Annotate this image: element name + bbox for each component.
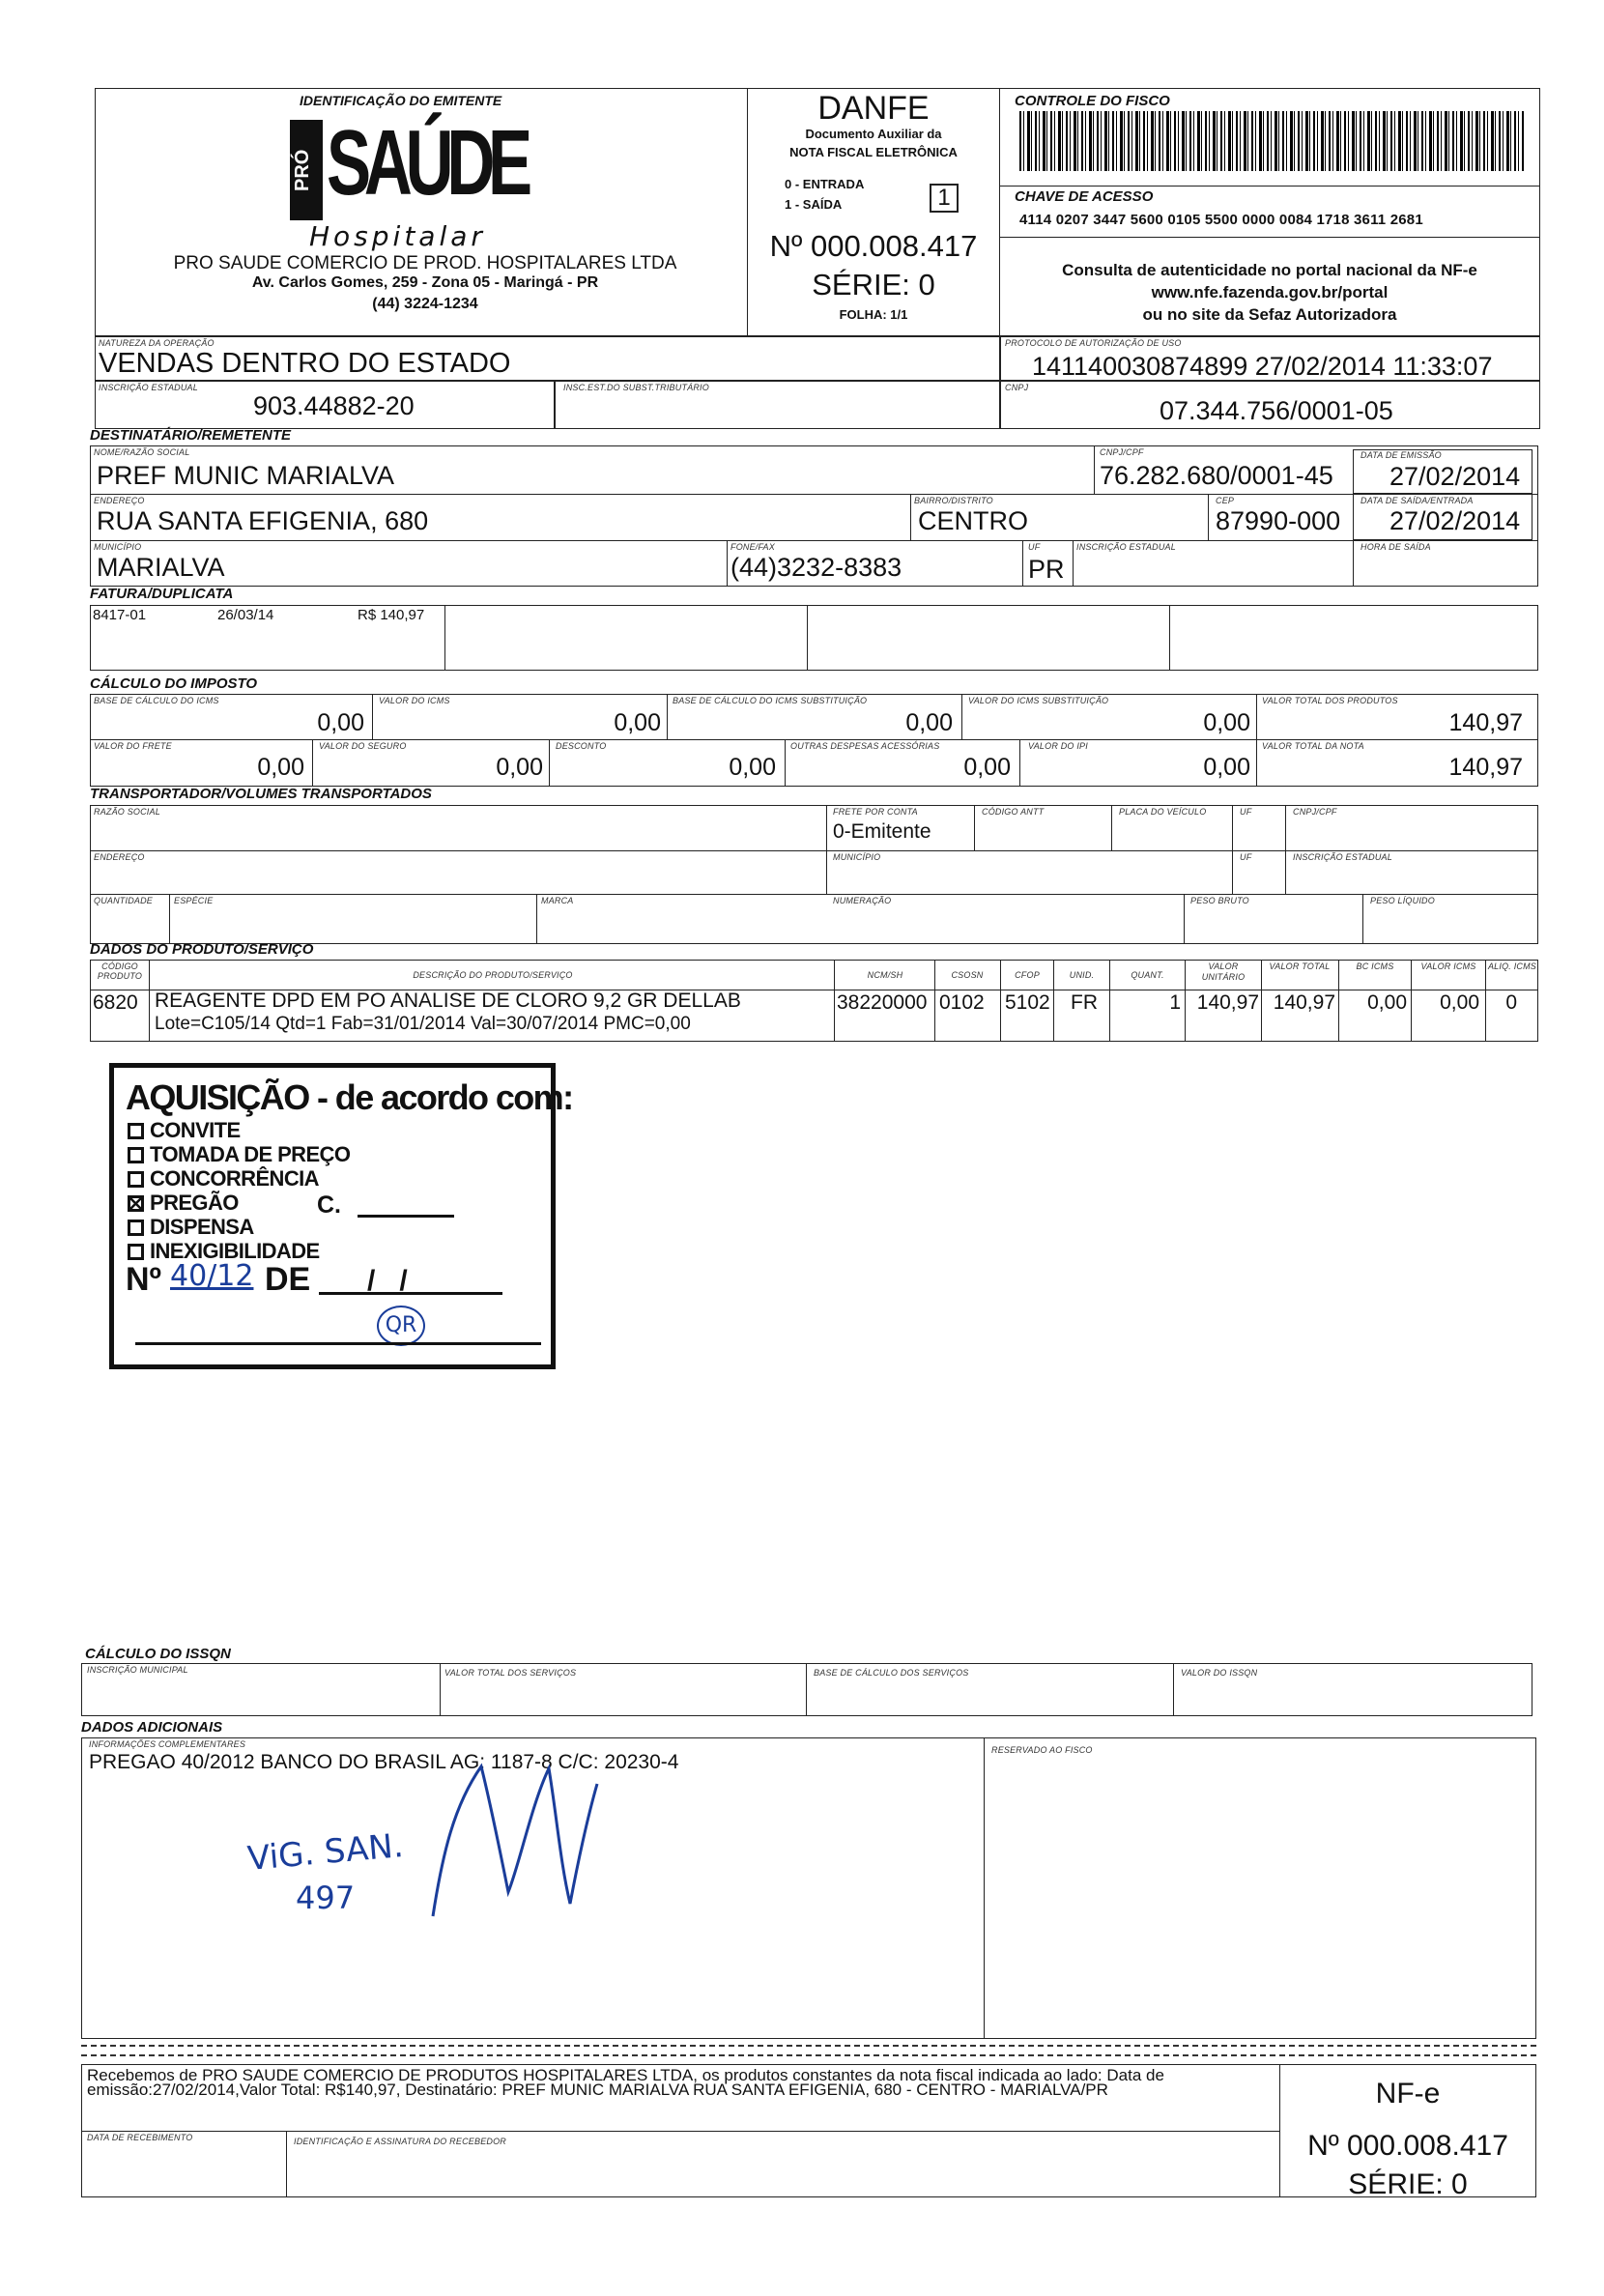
divider <box>727 540 728 587</box>
divider <box>169 894 170 944</box>
recipient-name-label: NOME/RAZÃO SOCIAL <box>94 447 190 457</box>
insurance-label: VALOR DO SEGURO <box>319 741 407 751</box>
signature-icon <box>415 1747 618 1931</box>
protocol-value: 141140030874899 27/02/2014 11:33:07 <box>1032 352 1493 381</box>
freight-by-value: 0-Emitente <box>833 820 931 843</box>
carrier-name-label: RAZÃO SOCIAL <box>94 807 160 817</box>
transport-cnpj-label: CNPJ/CPF <box>1293 807 1337 817</box>
recipient-address-label: ENDEREÇO <box>94 496 145 505</box>
freight-label: VALOR DO FRETE <box>94 741 172 751</box>
recipient-name-value: PREF MUNIC MARIALVA <box>97 461 395 490</box>
freight-value: 0,00 <box>257 754 304 781</box>
cell-cfop: 5102 <box>1005 991 1050 1014</box>
col-icms-header: VALOR ICMS <box>1420 961 1476 971</box>
danfe-entrada: 0 - ENTRADA <box>785 177 865 191</box>
cnpj-value: 07.344.756/0001-05 <box>1160 396 1393 425</box>
danfe-folha: FOLHA: 1/1 <box>839 307 908 322</box>
acquisition-stamp <box>109 1063 573 1369</box>
cep-value: 87990-000 <box>1216 506 1341 535</box>
cell-aliq: 0 <box>1505 991 1517 1014</box>
danfe-serie: SÉRIE: 0 <box>812 268 935 301</box>
checkbox-icon[interactable] <box>128 1220 144 1236</box>
phone-label: FONE/FAX <box>730 542 775 552</box>
emitter-section-label: IDENTIFICAÇÃO DO EMITENTE <box>300 93 502 108</box>
exit-date-value: 27/02/2014 <box>1389 506 1521 535</box>
tax-section-label: CÁLCULO DO IMPOSTO <box>90 675 258 692</box>
option-label: INEXIGIBILIDADE <box>150 1239 320 1263</box>
reserved-label: RESERVADO AO FISCO <box>991 1745 1093 1755</box>
quantity-label: QUANTIDADE <box>94 896 154 905</box>
divider <box>1094 445 1095 494</box>
additional-section-label: DADOS ADICIONAIS <box>81 1719 223 1736</box>
receipt-text: Recebemos de PRO SAUDE COMERCIO DE PRODUTOS HOSPITALARES LTDA, os produtos constantes da nota fiscal indicada ao lado: Data de emissão:27/02/2014,Valor Total: R$140,97, Destinatário: PREF MUNIC MARIALVA RUA SANTA EFIGENIA, 680 - CENTRO - MARIALVA/PR <box>87 2066 1164 2099</box>
invoice-number: 8417-01 <box>93 607 147 623</box>
divider <box>149 960 150 1042</box>
option-label: TOMADA DE PREÇO <box>150 1142 351 1166</box>
total-note-label: VALOR TOTAL DA NOTA <box>1262 741 1364 751</box>
option-label: PREGÃO <box>150 1191 239 1215</box>
stamp-title: AQUISIÇÃO - de acordo com: <box>126 1077 573 1117</box>
handwritten-note-1: ViG. SAN. <box>245 1826 406 1879</box>
stamp-c-line <box>358 1215 454 1218</box>
divider <box>1173 1663 1174 1716</box>
col-total-header: VALOR TOTAL <box>1269 961 1331 971</box>
transport-uf-label: UF <box>1240 807 1252 817</box>
transport-frame <box>90 805 1538 944</box>
checkbox-icon[interactable] <box>128 1147 144 1163</box>
cell-qty: 1 <box>1169 991 1181 1014</box>
total-products-label: VALOR TOTAL DOS PRODUTOS <box>1262 696 1398 705</box>
divider <box>90 894 1538 895</box>
divider <box>372 694 373 739</box>
col-unit-value-header: VALOR UNITÁRIO <box>1201 961 1246 982</box>
icms-st-label: VALOR DO ICMS SUBSTITUIÇÃO <box>968 696 1109 705</box>
discount-label: DESCONTO <box>556 741 607 751</box>
emitter-address: Av. Carlos Gomes, 259 - Zona 05 - Maringá - PR <box>251 274 599 291</box>
gross-weight-label: PESO BRUTO <box>1190 896 1249 905</box>
carrier-uf-label: UF <box>1240 852 1252 862</box>
ipi-value: 0,00 <box>1203 754 1250 781</box>
operation-type-box: 1 <box>930 184 959 213</box>
nature-label: NATUREZA DA OPERAÇÃO <box>99 338 215 348</box>
freight-by-label: FRETE POR CONTA <box>833 807 918 817</box>
receipt-number: Nº 000.008.417 <box>1307 2130 1508 2162</box>
divider <box>90 540 1538 541</box>
receipt-nfe: NF-e <box>1375 2078 1441 2109</box>
divider <box>1111 805 1112 850</box>
emitter-name: PRO SAUDE COMERCIO DE PROD. HOSPITALARES LTDA <box>173 253 677 273</box>
access-key-value: 4114 0207 3447 5600 0105 5500 0000 0084 1718 3611 2681 <box>1019 212 1423 228</box>
divider <box>536 894 537 944</box>
bc-st-label: BASE DE CÁLCULO DO ICMS SUBSTITUIÇÃO <box>673 696 868 705</box>
cut-line <box>81 2045 1536 2047</box>
district-value: CENTRO <box>918 506 1028 535</box>
access-key-label: CHAVE DE ACESSO <box>1015 188 1154 205</box>
divider <box>826 805 827 894</box>
divider <box>1256 694 1257 739</box>
cep-label: CEP <box>1216 496 1235 505</box>
stamp-date-line <box>319 1292 502 1295</box>
divider <box>90 494 1538 495</box>
divider <box>312 739 313 787</box>
receipt-serie: SÉRIE: 0 <box>1348 2168 1468 2200</box>
stamp-c-label: C. <box>317 1191 341 1219</box>
divider <box>984 1737 985 2039</box>
col-desc-header: DESCRIÇÃO DO PRODUTO/SERVIÇO <box>413 970 573 980</box>
plate-label: PLACA DO VEÍCULO <box>1119 807 1207 817</box>
divider <box>549 739 550 787</box>
bc-icms-value: 0,00 <box>317 709 364 736</box>
issqn-frame <box>81 1663 1532 1716</box>
col-code-header: CÓDIGO PRODUTO <box>97 961 143 981</box>
divider <box>974 805 975 850</box>
invoice-section-label: FATURA/DUPLICATA <box>90 586 234 602</box>
city-value: MARIALVA <box>97 553 225 582</box>
divider <box>1279 2064 1280 2197</box>
antt-label: CÓDIGO ANTT <box>982 807 1045 817</box>
net-weight-label: PESO LÍQUIDO <box>1370 896 1435 905</box>
divider <box>747 88 748 336</box>
municipal-reg-label: INSCRIÇÃO MUNICIPAL <box>87 1665 188 1675</box>
stamp-number-prefix: Nº <box>126 1261 161 1298</box>
recipient-cnpj-label: CNPJ/CPF <box>1100 447 1144 457</box>
checkbox-icon[interactable] <box>128 1244 144 1260</box>
divider <box>1208 494 1209 540</box>
divider <box>81 2131 1279 2132</box>
col-cfop-header: CFOP <box>1015 970 1040 980</box>
emission-date-value: 27/02/2014 <box>1389 462 1521 491</box>
danfe-number: Nº 000.008.417 <box>769 229 978 263</box>
icms-st-value: 0,00 <box>1203 709 1250 736</box>
recipient-cnpj-value: 76.282.680/0001-45 <box>1100 461 1333 490</box>
info-label: INFORMAÇÕES COMPLEMENTARES <box>89 1739 246 1749</box>
barcode <box>1019 111 1524 171</box>
divider <box>667 694 668 739</box>
option-convite[interactable] <box>128 1118 350 1142</box>
logo-big-text: SAÚDE <box>327 111 526 215</box>
protocol-label: PROTOCOLO DE AUTORIZAÇÃO DE USO <box>1005 338 1182 348</box>
numbering-label: NUMERAÇÃO <box>833 896 892 905</box>
divider <box>910 494 911 540</box>
danfe-title: DANFE <box>817 90 930 127</box>
col-qty-header: QUANT. <box>1131 970 1164 980</box>
consult-line-1: Consulta de autenticidade no portal nacional da NF-e <box>1062 261 1477 279</box>
cell-bc-icms: 0,00 <box>1367 991 1407 1014</box>
carrier-city-label: MUNICÍPIO <box>833 852 881 862</box>
stamp-date-slashes: / / <box>367 1265 408 1297</box>
divider <box>1184 894 1185 944</box>
cell-icms: 0,00 <box>1440 991 1479 1014</box>
consult-line-2: www.nfe.fazenda.gov.br/portal <box>1151 283 1389 301</box>
divider <box>1362 894 1363 944</box>
bc-icms-label: BASE DE CÁLCULO DO ICMS <box>94 696 219 705</box>
uf-value: PR <box>1028 555 1065 584</box>
total-products-value: 140,97 <box>1448 709 1523 736</box>
cell-desc-line-1: REAGENTE DPD EM PO ANALISE DE CLORO 9,2 GR DELLAB <box>155 990 741 1012</box>
divider <box>1232 805 1233 894</box>
divider <box>286 2131 287 2197</box>
ie-st-label: INSC.EST.DO SUBST.TRIBUTÁRIO <box>563 383 709 392</box>
ipi-label: VALOR DO IPI <box>1028 741 1088 751</box>
invoice-due-date: 26/03/14 <box>217 607 274 623</box>
invoice-frame <box>90 605 1538 671</box>
option-label: DISPENSA <box>150 1215 254 1239</box>
recipient-ie-label: INSCRIÇÃO ESTADUAL <box>1076 542 1176 552</box>
col-bc-icms-header: BC ICMS <box>1356 961 1394 971</box>
divider <box>90 850 1538 851</box>
company-logo <box>290 111 541 252</box>
other-expenses-value: 0,00 <box>963 754 1011 781</box>
insurance-value: 0,00 <box>496 754 543 781</box>
recipient-address-value: RUA SANTA EFIGENIA, 680 <box>97 506 429 535</box>
bc-st-value: 0,00 <box>905 709 953 736</box>
divider <box>1022 540 1023 587</box>
cell-unit-value: 140,97 <box>1196 991 1259 1014</box>
uf-label: UF <box>1028 542 1041 552</box>
col-aliq-header: ALIQ. ICMS <box>1487 961 1536 971</box>
checkbox-icon[interactable] <box>128 1123 144 1139</box>
exit-date-label: DATA DE SAÍDA/ENTRADA <box>1361 496 1474 505</box>
divider <box>999 88 1000 336</box>
option-tomada-de-preco[interactable] <box>128 1142 350 1166</box>
cell-unit: FR <box>1071 991 1098 1014</box>
total-note-value: 140,97 <box>1448 754 1523 781</box>
services-base-label: BASE DE CÁLCULO DOS SERVIÇOS <box>814 1668 969 1678</box>
cell-code: 6820 <box>93 991 138 1014</box>
divider <box>1019 739 1020 787</box>
recipient-section-label: DESTINATÁRIO/REMETENTE <box>90 427 292 444</box>
divider <box>90 739 1538 740</box>
stamp-de-label: DE <box>265 1261 311 1298</box>
option-label: CONCORRÊNCIA <box>150 1166 319 1191</box>
col-unit-header: UNID. <box>1069 970 1095 980</box>
stamp-signature-line <box>135 1342 541 1345</box>
exit-hour-label: HORA DE SAÍDA <box>1361 542 1431 552</box>
danfe-subtitle-1: Documento Auxiliar da <box>805 127 942 141</box>
emission-date-label: DATA DE EMISSÃO <box>1361 450 1442 460</box>
divider <box>440 1663 441 1716</box>
stamp-options <box>128 1118 350 1263</box>
consult-line-3: ou no site da Sefaz Autorizadora <box>1142 305 1397 324</box>
brand-label: MARCA <box>541 896 574 905</box>
divider <box>1285 805 1286 894</box>
cnpj-label: CNPJ <box>1005 383 1029 392</box>
receipt-date-label: DATA DE RECEBIMENTO <box>87 2133 193 2142</box>
divider <box>1353 540 1354 587</box>
icms-label: VALOR DO ICMS <box>379 696 450 705</box>
nature-value: VENDAS DENTRO DO ESTADO <box>99 348 511 379</box>
cell-total: 140,97 <box>1273 991 1335 1014</box>
divider <box>1073 540 1074 587</box>
issqn-value-label: VALOR DO ISSQN <box>1181 1668 1258 1678</box>
invoice-amount: R$ 140,97 <box>358 607 425 623</box>
emitter-phone: (44) 3224-1234 <box>372 296 478 312</box>
danfe-saida: 1 - SAÍDA <box>785 197 843 212</box>
phone-value: (44)3232-8383 <box>730 553 902 582</box>
fisco-control-label: CONTROLE DO FISCO <box>1015 93 1170 109</box>
col-ncm-header: NCM/SH <box>867 970 903 980</box>
services-total-label: VALOR TOTAL DOS SERVIÇOS <box>444 1668 577 1678</box>
option-concorrencia[interactable] <box>128 1166 350 1191</box>
checkbox-checked-icon[interactable] <box>128 1195 144 1212</box>
divider <box>785 739 786 787</box>
discount-value: 0,00 <box>729 754 776 781</box>
products-section-label: DADOS DO PRODUTO/SERVIÇO <box>90 941 314 958</box>
option-label: CONVITE <box>150 1118 241 1142</box>
col-csosn-header: CSOSN <box>951 970 984 980</box>
cell-desc-line-2: Lote=C105/14 Qtd=1 Fab=31/01/2014 Val=30/07/2014 PMC=0,00 <box>155 1014 691 1034</box>
logo-script-text: Hospitalar <box>309 220 486 252</box>
district-label: BAIRRO/DISTRITO <box>914 496 993 505</box>
carrier-ie-label: INSCRIÇÃO ESTADUAL <box>1293 852 1392 862</box>
divider <box>834 960 835 1042</box>
receipt-signature-label: IDENTIFICAÇÃO E ASSINATURA DO RECEBEDOR <box>294 2137 506 2146</box>
cut-line <box>81 2054 1536 2056</box>
species-label: ESPÉCIE <box>174 896 214 905</box>
divider <box>807 605 808 671</box>
transport-section-label: TRANSPORTADOR/VOLUMES TRANSPORTADOS <box>90 786 432 802</box>
ie-value: 903.44882-20 <box>253 391 415 420</box>
carrier-address-label: ENDEREÇO <box>94 852 145 862</box>
stamp-number-value: 40/12 <box>170 1259 254 1293</box>
divider <box>1256 739 1257 787</box>
divider <box>806 1663 807 1716</box>
check-mark-icon <box>128 1195 144 1212</box>
ie-label: INSCRIÇÃO ESTADUAL <box>99 383 198 392</box>
cell-csosn: 0102 <box>939 991 985 1014</box>
handwritten-note-2: 497 <box>296 1880 356 1916</box>
divider <box>1169 605 1170 671</box>
cell-ncm: 38220000 <box>837 991 928 1014</box>
logo-side-text: PRÓ <box>292 149 313 191</box>
divider <box>444 605 445 671</box>
city-label: MUNICÍPIO <box>94 542 142 552</box>
stamp-initials: QR <box>377 1306 425 1346</box>
divider <box>999 186 1540 187</box>
danfe-subtitle-2: NOTA FISCAL ELETRÔNICA <box>789 145 958 159</box>
divider <box>999 237 1540 238</box>
checkbox-icon[interactable] <box>128 1171 144 1188</box>
info-value: PREGAO 40/2012 BANCO DO BRASIL AG: 1187-8 C/C: 20230-4 <box>89 1751 679 1773</box>
issqn-section-label: CÁLCULO DO ISSQN <box>85 1646 231 1662</box>
other-expenses-label: OUTRAS DESPESAS ACESSÓRIAS <box>790 741 940 751</box>
divider <box>961 694 962 739</box>
icms-value: 0,00 <box>614 709 661 736</box>
